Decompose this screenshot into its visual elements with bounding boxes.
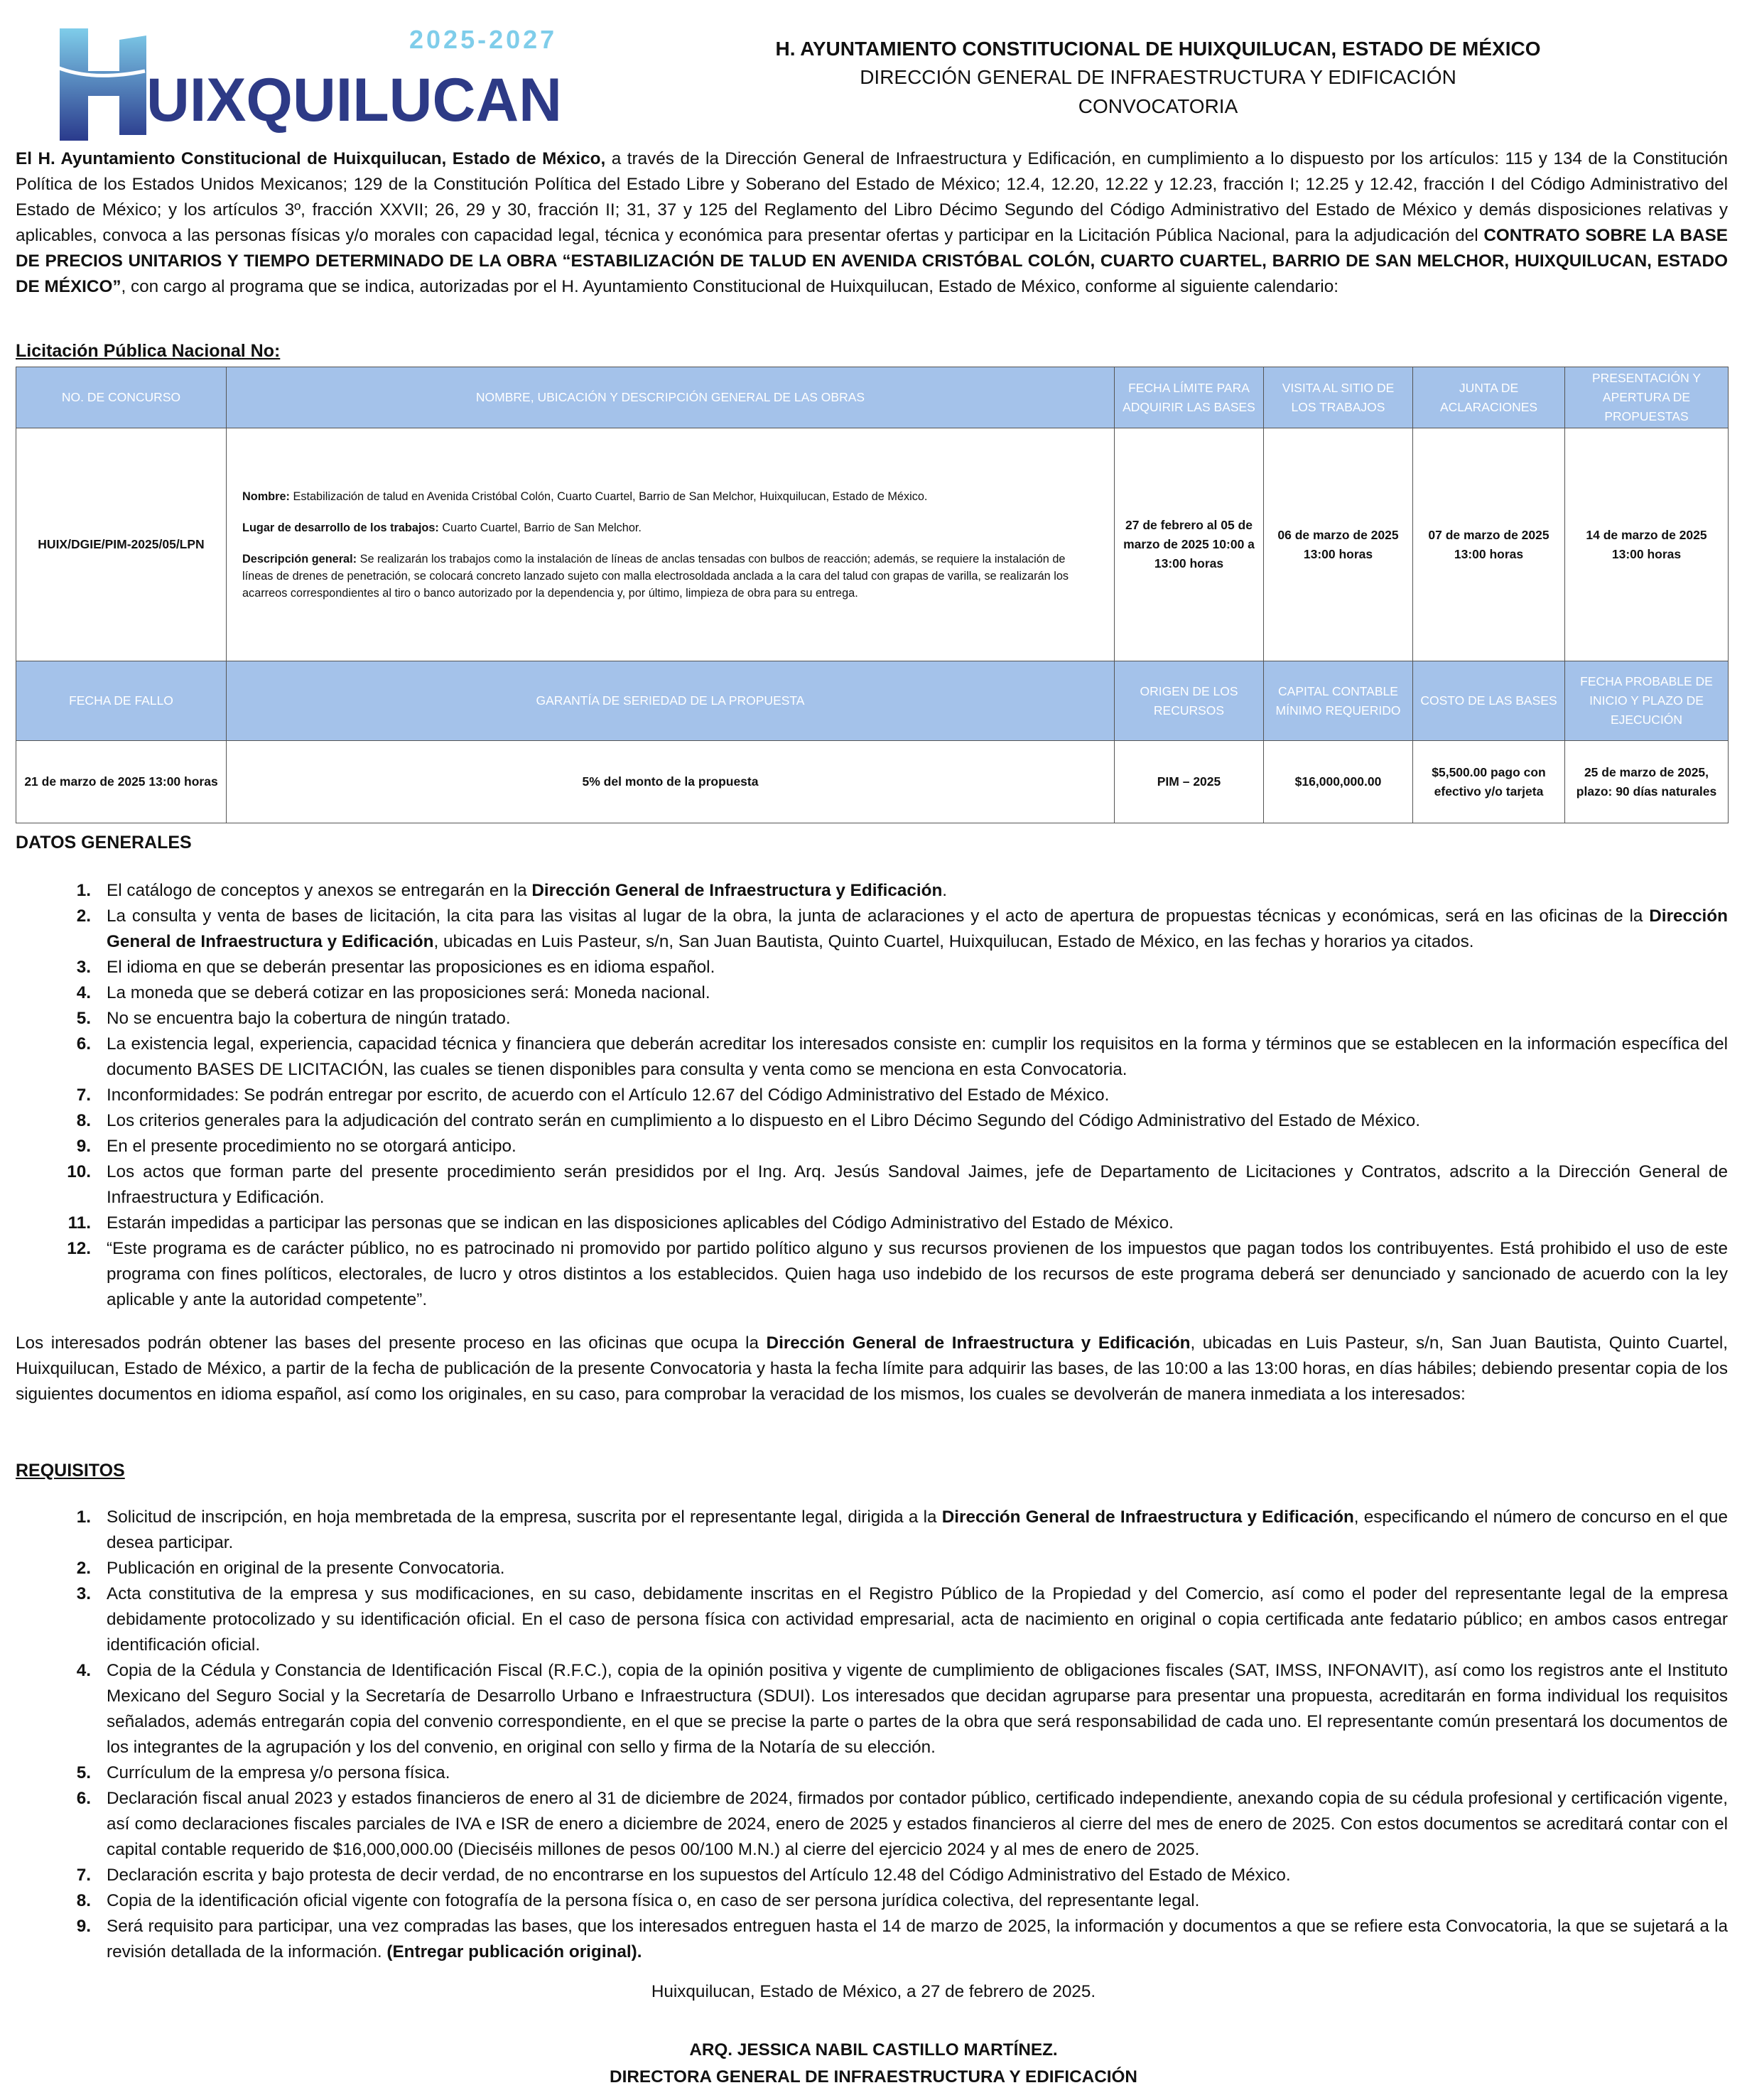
list-number: 6. bbox=[76, 1034, 91, 1054]
datos-generales-item: 5. No se encuentra bajo la cobertura de ningún tratado. bbox=[0, 1006, 1728, 1032]
datos-generales-item: 6. La existencia legal, experiencia, capacidad técnica y financiera que deberán acreditar los interesados consiste en: cumplir los requisitos en la forma y términos que se establecen en la información específica del documento BASES DE LICITACIÓN, las cuales se tienen disponibles para consulta y venta como se menciona en esta Convocatoria. bbox=[0, 1032, 1728, 1083]
requisito-item: 9. Será requisito para participar, una vez compradas las bases, que los interesados entreguen hasta el 14 de marzo de 2025, la información y documentos a que se refiere esta Convocatoria, la que se sujetará a la revisión detallada de la información. (Entregar publicación original). bbox=[0, 1914, 1728, 1965]
requisito-item: 1. Solicitud de inscripción, en hoja membretada de la empresa, suscrita por el representante legal, dirigida a la Dirección General de Infraestructura y Edificación, especificando el número de concurso en el que desea participar. bbox=[0, 1505, 1728, 1556]
signer-name: ARQ. JESSICA NABIL CASTILLO MARTÍNEZ. bbox=[689, 2040, 1058, 2060]
table-row bbox=[16, 428, 1729, 661]
concurso-number: HUIX/DGIE/PIM-2025/05/LPN bbox=[16, 428, 227, 661]
details-table bbox=[16, 661, 1729, 823]
list-number: 8. bbox=[76, 1111, 91, 1130]
presentacion-propuestas: 14 de marzo de 2025 13:00 horas bbox=[1565, 428, 1729, 661]
list-number: 1. bbox=[76, 1508, 91, 1527]
table-header-row bbox=[16, 661, 1729, 741]
requisito-item: 8. Copia de la identificación oficial vigente con fotografía de la persona física o, en caso de ser persona jurídica colectiva, del representante legal. bbox=[0, 1888, 1728, 1914]
list-number: 3. bbox=[76, 958, 91, 977]
datos-generales-item: 2. La consulta y venta de bases de licitación, la cita para las visitas al lugar de la obra, la junta de aclaraciones y el acto de apertura de propuestas técnicas y económicas, será en las oficinas de la Dirección General de Infraestructura y Edificación, ubicadas en Luis Pasteur, s/n, San Juan Bautista, Quinto Cuartel, Huixquilucan, Estado de México, en las fechas y horarios ya citados. bbox=[0, 904, 1728, 955]
list-number: 7. bbox=[76, 1086, 91, 1105]
datos-generales-item: 8. Los criterios generales para la adjudicación del contrato serán en cumplimiento a lo dispuesto en el Libro Décimo Segundo del Código Administrativo del Estado de México. bbox=[0, 1108, 1728, 1134]
list-number: 9. bbox=[76, 1137, 91, 1156]
col-header: NOMBRE, UBICACIÓN Y DESCRIPCIÓN GENERAL DE LAS OBRAS bbox=[227, 367, 1115, 428]
origen-recursos: PIM – 2025 bbox=[1115, 741, 1264, 823]
obra-description: Nombre: Estabilización de talud en Avenida Cristóbal Colón, Cuarto Cuartel, Barrio de San Melchor, Huixquilucan, Estado de México. Lugar de desarrollo de los trabajos: Cuarto Cuartel, Barrio de San Melchor. Descripción general: Se realizarán los trabajos como la instalación de líneas de anclas tensadas con bulbos de reacción; además, se requiere la instalación de líneas de drenes de penetración, se colocará concreto lanzado sujeto con malla electrosoldada anclada a la cara del talud con grapas de varilla, se realizarán los acarreos correspondientes al tiro o banco autorizado por la dependencia y, por último, limpieza de obra para su entrega. bbox=[227, 428, 1115, 661]
requisito-item: 7. Declaración escrita y bajo protesta de decir verdad, de no encontrarse en los supuestos del Artículo 12.48 del Código Administrativo del Estado de México. bbox=[0, 1863, 1728, 1888]
junta-aclaraciones: 07 de marzo de 2025 13:00 horas bbox=[1413, 428, 1565, 661]
datos-generales-title: DATOS GENERALES bbox=[16, 833, 192, 853]
col-header: COSTO DE LAS BASES bbox=[1413, 661, 1565, 741]
list-number: 9. bbox=[76, 1917, 91, 1936]
list-number: 2. bbox=[76, 1559, 91, 1578]
datos-generales-item: 3. El idioma en que se deberán presentar las proposiciones es en idioma español. bbox=[0, 955, 1728, 980]
requisito-item: 3. Acta constitutiva de la empresa y sus modificaciones, en su caso, debidamente inscritas en el Registro Público de la Propiedad y del Comercio, así como el poder del representante legal de la empresa debidamente protocolizado y su identificación oficial. En el caso de persona física con actividad empresarial, acta de nacimiento en original o copia certificada ante fedatario público; en ambos casos entregar identificación oficial. bbox=[0, 1581, 1728, 1658]
requisito-item: 5. Currículum de la empresa y/o persona física. bbox=[0, 1760, 1728, 1786]
licitacion-label: Licitación Pública Nacional No: bbox=[16, 341, 281, 361]
col-header: CAPITAL CONTABLE MÍNIMO REQUERIDO bbox=[1264, 661, 1413, 741]
table-header-row bbox=[16, 367, 1729, 428]
garantia: 5% del monto de la propuesta bbox=[227, 741, 1115, 823]
col-header: FECHA LÍMITE PARA ADQUIRIR LAS BASES bbox=[1115, 367, 1264, 428]
col-header: ORIGEN DE LOS RECURSOS bbox=[1115, 661, 1264, 741]
datos-generales-list bbox=[0, 878, 1728, 1313]
table-row bbox=[16, 741, 1729, 823]
datos-generales-item: 9. En el presente procedimiento no se otorgará anticipo. bbox=[0, 1134, 1728, 1159]
col-header: NO. DE CONCURSO bbox=[16, 367, 227, 428]
list-number: 5. bbox=[76, 1009, 91, 1028]
logo-years: 2025-2027 bbox=[409, 25, 558, 54]
list-number: 1. bbox=[76, 881, 91, 900]
col-header: JUNTA DE ACLARACIONES bbox=[1413, 367, 1565, 428]
place-date: Huixquilucan, Estado de México, a 27 de febrero de 2025. bbox=[651, 1982, 1096, 2001]
fecha-limite: 27 de febrero al 05 de marzo de 2025 10:00 a 13:00 horas bbox=[1115, 428, 1264, 661]
col-header: VISITA AL SITIO DE LOS TRABAJOS bbox=[1264, 367, 1413, 428]
datos-generales-item: 11. Estarán impedidas a participar las personas que se indican en las disposiciones aplicables del Código Administrativo del Estado de México. bbox=[0, 1211, 1728, 1236]
datos-generales-item: 1. El catálogo de conceptos y anexos se entregarán en la Dirección General de Infraestructura y Edificación. bbox=[0, 878, 1728, 904]
list-number: 12. bbox=[67, 1239, 91, 1258]
list-number: 11. bbox=[67, 1213, 91, 1233]
intro-paragraph: El H. Ayuntamiento Constitucional de Huixquilucan, Estado de México, a través de la Dirección General de Infraestructura y Edificación, en cumplimiento a lo dispuesto por los artículos: 115 y 134 de la Constitución Política de los Estados Unidos Mexicanos; 129 de la Constitución Política del Estado Libre y Soberano del Estado de México; 12.4, 12.20, 12.22 y 12.23, fracción I; 12.25 y 12.42, fracción I del Código Administrativo del Estado de México; y los artículos 3º, fracción XXVII; 26, 29 y 30, fracción II; 31, 37 y 125 del Reglamento del Libro Décimo Segundo del Código Administrativo del Estado de México y demás disposiciones relativas y aplicables, convoca a las personas físicas y/o morales con capacidad legal, técnica y económica para presentar ofertas y participar en la Licitación Pública Nacional, para la adjudicación del CONTRATO SOBRE LA BASE DE PRECIOS UNITARIOS Y TIEMPO DETERMINADO DE LA OBRA “ESTABILIZACIÓN DE TALUD EN AVENIDA CRISTÓBAL COLÓN, CUARTO CUARTEL, BARRIO DE SAN MELCHOR, HUIXQUILUCAN, ESTADO DE MÉXICO”, con cargo al programa que se indica, autorizadas por el H. Ayuntamiento Constitucional de Huixquilucan, Estado de México, conforme al siguiente calendario: bbox=[16, 149, 1729, 296]
list-number: 4. bbox=[76, 1661, 91, 1680]
huixquilucan-logo bbox=[40, 21, 566, 142]
requisito-item: 6. Declaración fiscal anual 2023 y estados financieros de enero al 31 de diciembre de 2024, firmados por contador público, certificado independiente, anexando copia de su cédula profesional y certificación vigente, así como declaraciones fiscales parciales de IVA e ISR de enero a diciembre de 2024, enero de 2025 y estados financieros al cierre del mes de enero de 2025. Con estos documentos se acreditará contar con el capital contable requerido de $16,000,000.00 (Dieciséis millones de pesos 00/100 M.N.) al cierre del ejercicio 2024 y al mes de enero de 2025. bbox=[0, 1786, 1728, 1863]
bases-paragraph: Los interesados podrán obtener las bases del presente proceso en las oficinas que ocupa la Dirección General de Infraestructura y Edificación, ubicadas en Luis Pasteur, s/n, San Juan Bautista, Quinto Cuartel, Huixquilucan, Estado de México, a partir de la fecha de publicación de la presente Convocatoria y hasta la fecha límite para adquirir las bases, de las 10:00 a las 13:00 horas, en días hábiles; debiendo presentar copia de los siguientes documentos en idioma español, así como los originales, en su caso, para comprobar la veracidad de los mismos, los cuales se devolverán de manera inmediata a los interesados: bbox=[16, 1333, 1728, 1404]
header-ayuntamiento: H. AYUNTAMIENTO CONSTITUCIONAL DE HUIXQUILUCAN, ESTADO DE MÉXICO bbox=[775, 38, 1541, 60]
svg-text:UIXQUILUCAN: UIXQUILUCAN bbox=[146, 66, 562, 134]
list-number: 5. bbox=[76, 1763, 91, 1782]
list-number: 10. bbox=[67, 1162, 91, 1181]
datos-generales-item: 12. “Este programa es de carácter público, no es patrocinado ni promovido por partido político alguno y sus recursos provienen de los impuestos que pagan todos los contribuyentes. Está prohibido el uso de este programa con fines políticos, electorales, de lucro y otros distintos a los establecidos. Quien haga uso indebido de los recursos de este programa deberá ser denunciado y sancionado de acuerdo con la ley aplicable y ante la autoridad competente”. bbox=[0, 1236, 1728, 1313]
list-number: 2. bbox=[76, 906, 91, 926]
capital-contable: $16,000,000.00 bbox=[1264, 741, 1413, 823]
requisitos-title: REQUISITOS bbox=[16, 1461, 125, 1481]
requisitos-list bbox=[0, 1505, 1728, 1965]
costo-bases: $5,500.00 pago con efectivo y/o tarjeta bbox=[1413, 741, 1565, 823]
datos-generales-item: 4. La moneda que se deberá cotizar en las proposiciones será: Moneda nacional. bbox=[0, 980, 1728, 1006]
list-number: 7. bbox=[76, 1866, 91, 1885]
header-convocatoria: CONVOCATORIA bbox=[1078, 95, 1238, 117]
list-number: 8. bbox=[76, 1891, 91, 1910]
requisito-item: 4. Copia de la Cédula y Constancia de Identificación Fiscal (R.F.C.), copia de la opinión positiva y vigente de cumplimiento de obligaciones fiscales (SAT, IMSS, INFONAVIT), así como los registros ante el Instituto Mexicano del Seguro Social y la Secretaría de Desarrollo Urbano e Infraestructura (SDUI). Los interesados que decidan agruparse para presentar una propuesta, acreditarán en forma individual los requisitos señalados, además entregarán copia del convenio correspondiente, en el que se precise la parte o partes de la obra que será responsabilidad de cada uno. El representante común presentará los documentos de los integrantes de la agrupación y los del convenio, en original con sello y firma de la Notaría de su elección. bbox=[0, 1658, 1728, 1760]
datos-generales-item: 7. Inconformidades: Se podrán entregar por escrito, de acuerdo con el Artículo 12.67 del Código Administrativo del Estado de México. bbox=[0, 1083, 1728, 1108]
col-header: FECHA PROBABLE DE INICIO Y PLAZO DE EJECUCIÓN bbox=[1565, 661, 1729, 741]
list-number: 3. bbox=[76, 1584, 91, 1603]
datos-generales-item: 10. Los actos que forman parte del presente procedimiento serán presididos por el Ing. Arq. Jesús Sandoval Jaimes, jefe de Departamento de Licitaciones y Contratos, adscrito a la Dirección General de Infraestructura y Edificación. bbox=[0, 1159, 1728, 1211]
header-direccion: DIRECCIÓN GENERAL DE INFRAESTRUCTURA Y EDIFICACIÓN bbox=[860, 66, 1456, 88]
list-number: 4. bbox=[76, 983, 91, 1002]
document-header bbox=[639, 36, 1677, 121]
col-header: PRESENTACIÓN Y APERTURA DE PROPUESTAS bbox=[1565, 367, 1729, 428]
fecha-fallo: 21 de marzo de 2025 13:00 horas bbox=[16, 741, 227, 823]
requisito-item: 2. Publicación en original de la presente Convocatoria. bbox=[0, 1556, 1728, 1581]
signer-title: DIRECTORA GENERAL DE INFRAESTRUCTURA Y EDIFICACIÓN bbox=[610, 2067, 1137, 2087]
visita-sitio: 06 de marzo de 2025 13:00 horas bbox=[1264, 428, 1413, 661]
list-number: 6. bbox=[76, 1789, 91, 1808]
col-header: GARANTÍA DE SERIEDAD DE LA PROPUESTA bbox=[227, 661, 1115, 741]
fecha-inicio: 25 de marzo de 2025, plazo: 90 días naturales bbox=[1565, 741, 1729, 823]
col-header: FECHA DE FALLO bbox=[16, 661, 227, 741]
calendar-table bbox=[16, 367, 1729, 661]
